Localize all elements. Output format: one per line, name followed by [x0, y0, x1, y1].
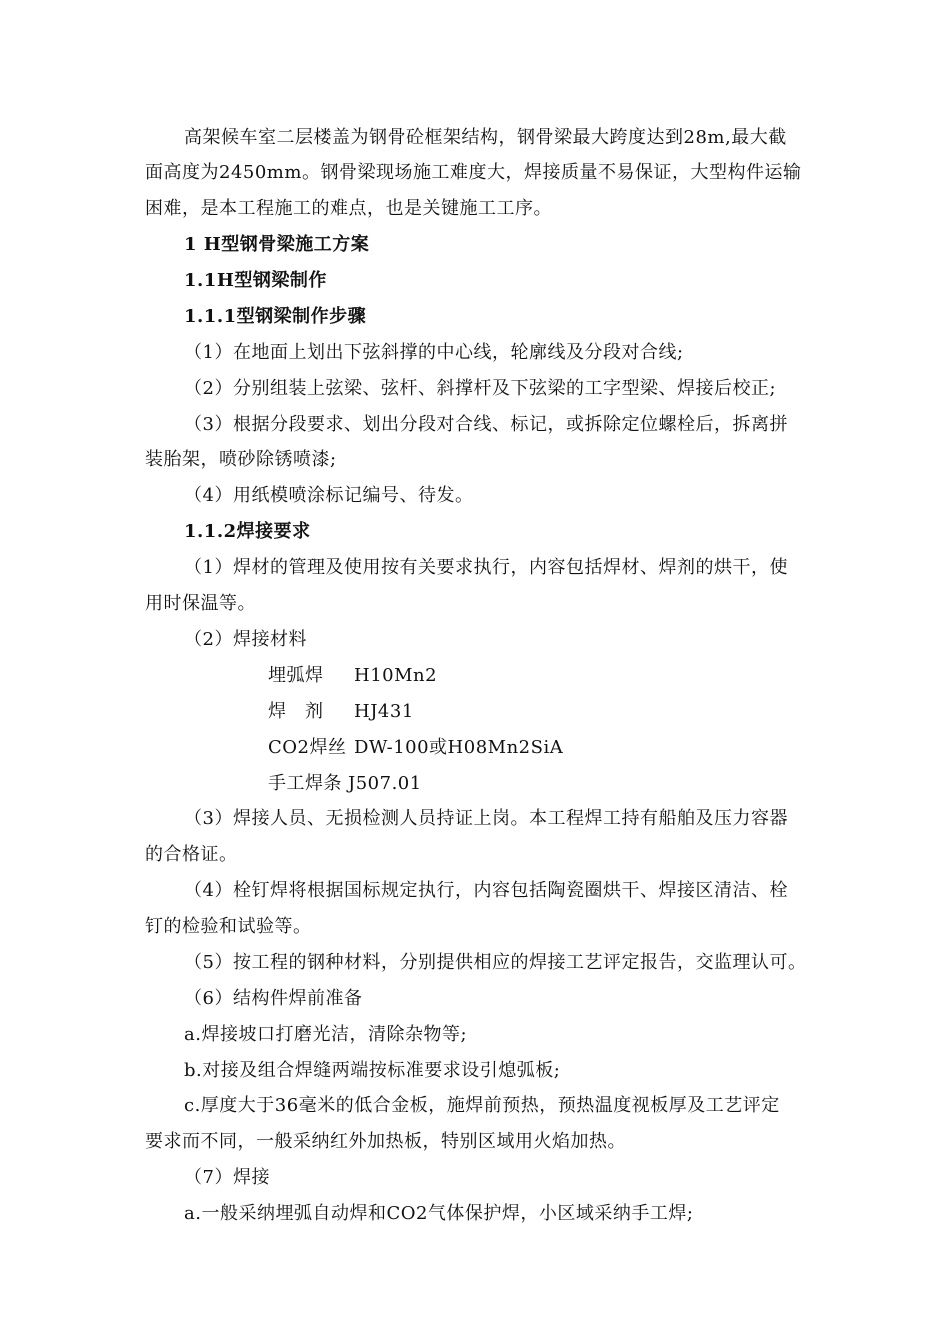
welding-req-2: （2）焊接材料 — [184, 629, 307, 650]
material-row — [268, 664, 437, 688]
section-heading-1: 1 H型钢骨梁施工方案 — [184, 234, 370, 255]
material-value: H10Mn2 — [354, 665, 438, 686]
welding-req-3-line-1: （3）焊接人员、无损检测人员持证上岗。本工程焊工持有船舶及压力容器 — [184, 808, 788, 829]
material-name: 埋弧焊 — [268, 665, 324, 686]
welding-req-6: （6）结构件焊前准备 — [184, 988, 363, 1009]
welding-req-4-line-1: （4）栓钉焊将根据国标规定执行，内容包括陶瓷圈烘干、焊接区清洁、栓 — [184, 880, 788, 901]
welding-req-6c-line-2: 要求而不同，一般采纳红外加热板，特别区域用火焰加热。 — [145, 1131, 626, 1152]
welding-req-1-line-2: 用时保温等。 — [145, 593, 256, 614]
section-heading-1-1-1: 1.1.1型钢梁制作步骤 — [184, 306, 367, 327]
material-name: CO2焊丝 — [268, 737, 347, 758]
welding-req-6a: a.焊接坡口打磨光洁，清除杂物等; — [184, 1024, 468, 1045]
welding-req-6b: b.对接及组合焊缝两端按标准要求设引熄弧板; — [184, 1060, 561, 1081]
welding-req-3-line-2: 的合格证。 — [145, 844, 238, 865]
intro-paragraph-line-1: 高架候车室二层楼盖为钢骨砼框架结构，钢骨梁最大跨度达到28m,最大截 — [184, 127, 787, 148]
intro-paragraph-line-3: 困难，是本工程施工的难点，也是关键施工工序。 — [145, 198, 552, 219]
material-value: J507.01 — [348, 773, 422, 794]
welding-req-6c-line-1: c.厚度大于36毫米的低合金板，施焊前预热，预热温度视板厚及工艺评定 — [184, 1095, 780, 1116]
material-name: 焊 剂 — [268, 701, 324, 722]
material-name: 手工焊条 — [268, 773, 342, 794]
welding-req-4-line-2: 钉的检验和试验等。 — [145, 916, 312, 937]
step-2: （2）分别组装上弦梁、弦杆、斜撑杆及下弦梁的工字型梁、焊接后校正; — [184, 378, 777, 399]
step-3-line-1: （3）根据分段要求、划出分段对合线、标记，或拆除定位螺栓后，拆离拼 — [184, 414, 788, 435]
material-row — [268, 700, 414, 724]
material-value: HJ431 — [354, 701, 414, 722]
section-heading-1-1-2: 1.1.2焊接要求 — [184, 521, 311, 542]
intro-paragraph-line-2: 面高度为2450mm。钢骨梁现场施工难度大，焊接质量不易保证，大型构件运输 — [145, 162, 802, 183]
welding-req-5: （5）按工程的钢种材料，分别提供相应的焊接工艺评定报告，交监理认可。 — [184, 952, 807, 973]
section-heading-1-1: 1.1H型钢梁制作 — [184, 270, 327, 291]
welding-req-7: （7）焊接 — [184, 1167, 270, 1188]
step-4: （4）用纸模喷涂标记编号、待发。 — [184, 485, 474, 506]
welding-req-1-line-1: （1）焊材的管理及使用按有关要求执行，内容包括焊材、焊剂的烘干，使 — [184, 557, 788, 578]
material-value: DW-100或H08Mn2SiA — [354, 737, 564, 758]
welding-req-7a: a.一般采纳埋弧自动焊和CO2气体保护焊，小区域采纳手工焊; — [184, 1203, 694, 1224]
material-row — [268, 772, 422, 796]
step-3-line-2: 装胎架，喷砂除锈喷漆; — [145, 449, 337, 470]
material-row — [268, 736, 563, 760]
step-1: （1）在地面上划出下弦斜撑的中心线，轮廓线及分段对合线; — [184, 342, 684, 363]
